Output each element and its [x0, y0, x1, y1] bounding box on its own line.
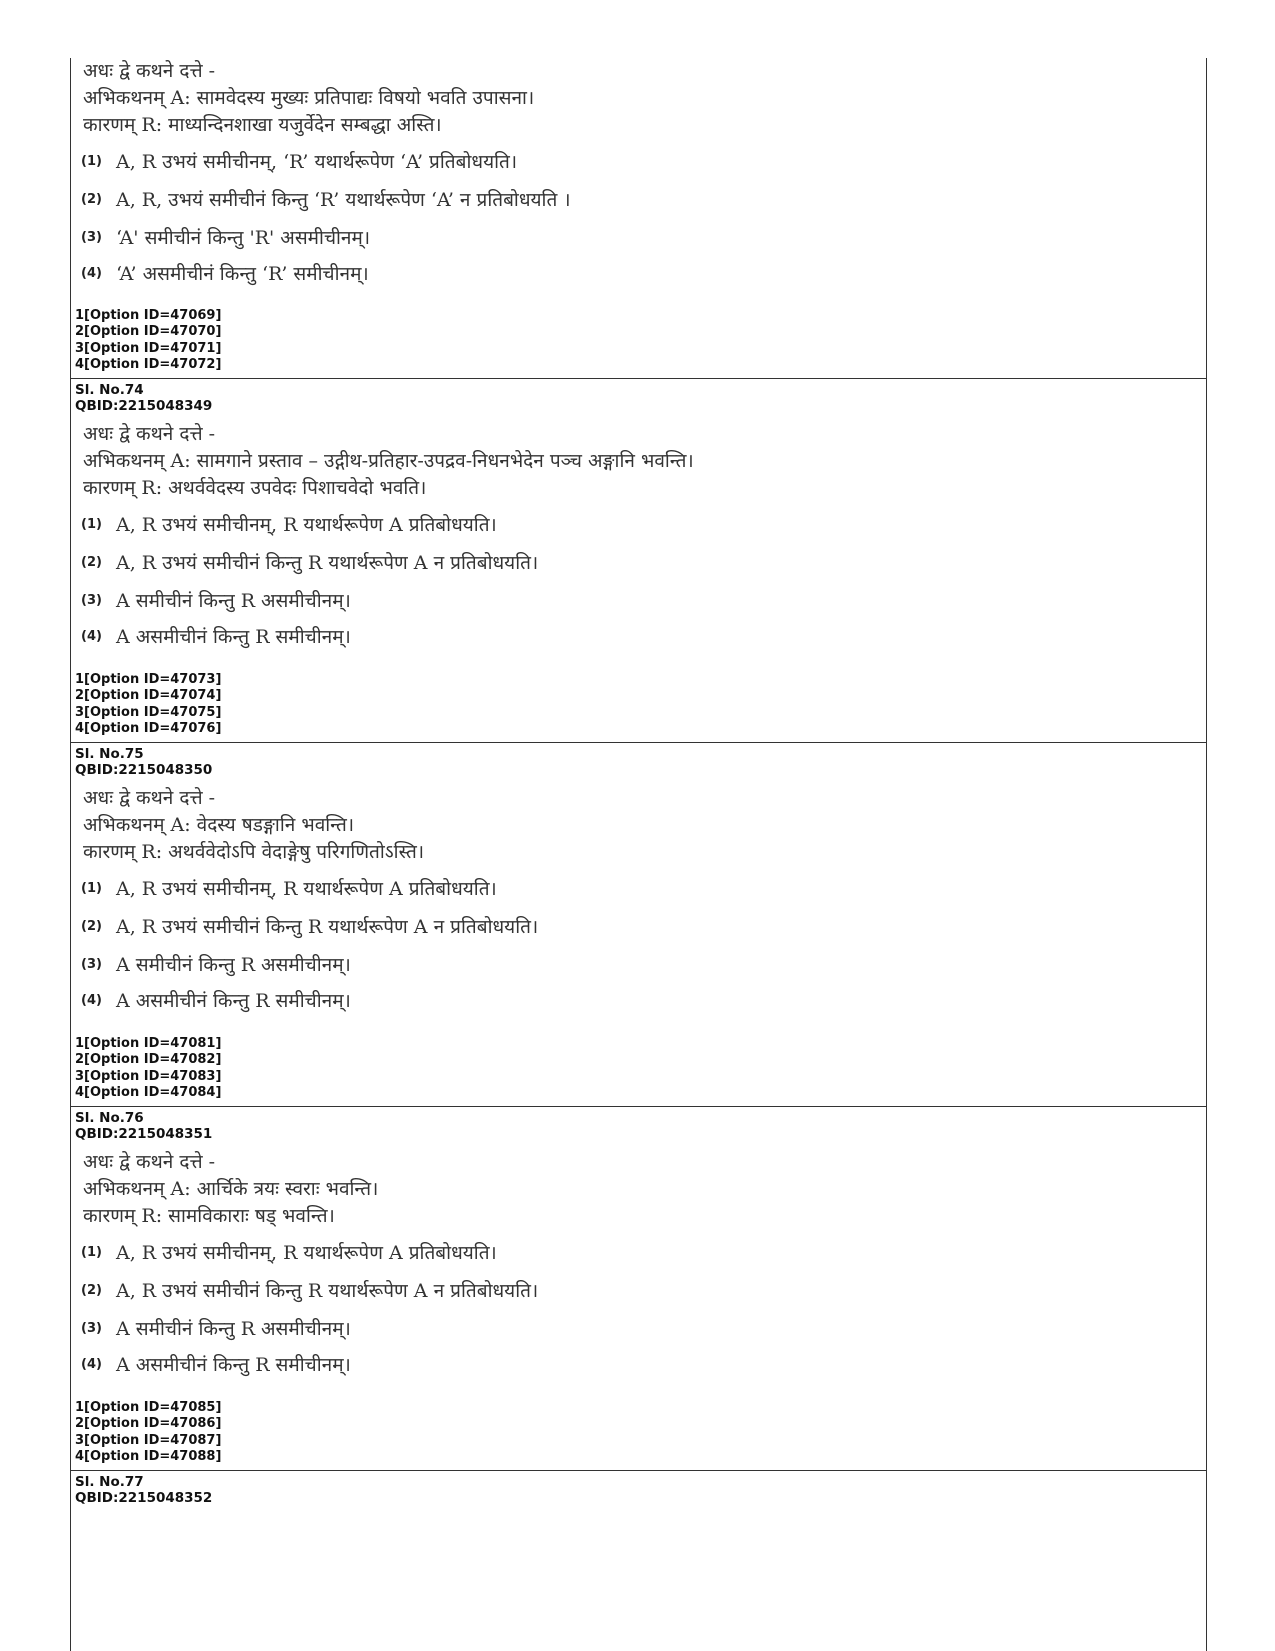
option-3: [81, 951, 351, 977]
option-id: 4[Option ID=47072]: [75, 356, 222, 372]
option-number: (1): [81, 516, 102, 532]
option-text: A, R उभयं समीचीनं किन्तु R यथार्थरूपेण A न प्रतिबोधयति।: [116, 1280, 539, 1302]
option-2: [81, 186, 571, 212]
option-4: [81, 623, 351, 649]
qbid: QBID:2215048352: [75, 1490, 213, 1507]
option-id: 2[Option ID=47070]: [75, 324, 222, 340]
option-text: ‘A’ असमीचीनं किन्तु ‘R’ समीचीनम्।: [116, 263, 369, 285]
qbid: QBID:2215048350: [75, 762, 213, 779]
option-id: 3[Option ID=47075]: [75, 704, 222, 720]
option-text: A समीचीनं किन्तु R असमीचीनम्।: [116, 954, 351, 976]
option-text: A समीचीनं किन्तु R असमीचीनम्।: [116, 1318, 351, 1340]
option-number: (3): [81, 1320, 102, 1336]
serial-number: Sl. No.77: [75, 1474, 144, 1490]
option-id: 1[Option ID=47085]: [75, 1400, 222, 1415]
option-text: A असमीचीनं किन्तु R समीचीनम्।: [116, 626, 351, 648]
option-4: [81, 987, 351, 1013]
question-intro: अधः द्वे कथने दत्ते -: [83, 60, 216, 82]
option-number: (2): [81, 191, 102, 207]
option-4: [81, 1351, 351, 1377]
option-4: [81, 260, 369, 286]
reason-statement: कारणम् R: सामविकाराः षड् भवन्ति।: [83, 1205, 335, 1227]
option-number: (4): [81, 265, 102, 281]
option-number: (4): [81, 628, 102, 644]
question-meta: [75, 746, 212, 779]
option-text: A समीचीनं किन्तु R असमीचीनम्।: [116, 590, 351, 612]
option-1: [81, 148, 517, 174]
option-text: A, R उभयं समीचीनम्, R यथार्थरूपेण A प्रतिबोधयति।: [116, 878, 497, 900]
question-paper-frame: [70, 58, 1207, 1651]
question-divider: [71, 742, 1206, 743]
option-id: 4[Option ID=47088]: [75, 1448, 222, 1464]
option-text: A असमीचीनं किन्तु R समीचीनम्।: [116, 990, 351, 1012]
question-meta: [75, 382, 212, 415]
option-text: A, R उभयं समीचीनम्, R यथार्थरूपेण A प्रतिबोधयति।: [116, 1242, 497, 1264]
option-id-list: [75, 1400, 221, 1465]
option-id: 4[Option ID=47084]: [75, 1084, 222, 1100]
option-id: 2[Option ID=47074]: [75, 688, 222, 704]
option-2: [81, 913, 538, 939]
option-1: [81, 1239, 497, 1265]
option-number: (3): [81, 592, 102, 608]
option-text: A, R उभयं समीचीनं किन्तु R यथार्थरूपेण A न प्रतिबोधयति।: [116, 916, 539, 938]
question-meta: [75, 1110, 212, 1143]
option-id: 2[Option ID=47082]: [75, 1052, 222, 1068]
option-text: A, R उभयं समीचीनम्, ‘R’ यथार्थरूपेण ‘A’ प्रतिबोधयति।: [116, 151, 518, 173]
option-number: (1): [81, 1244, 102, 1260]
serial-number: Sl. No.75: [75, 746, 144, 762]
option-3: [81, 587, 351, 613]
option-text: A, R उभयं समीचीनं किन्तु R यथार्थरूपेण A न प्रतिबोधयति।: [116, 552, 539, 574]
option-text: ‘A' समीचीनं किन्तु 'R' असमीचीनम्।: [116, 227, 371, 249]
option-number: (3): [81, 229, 102, 245]
option-3: [81, 1315, 351, 1341]
qbid: QBID:2215048351: [75, 1126, 213, 1143]
option-id: 3[Option ID=47087]: [75, 1432, 222, 1448]
serial-number: Sl. No.74: [75, 382, 144, 398]
option-id: 3[Option ID=47071]: [75, 340, 222, 356]
question-intro: अधः द्वे कथने दत्ते -: [83, 423, 216, 445]
option-id-list: [75, 672, 221, 737]
option-id-list: [75, 1036, 221, 1101]
option-number: (2): [81, 1282, 102, 1298]
option-text: A, R, उभयं समीचीनं किन्तु ‘R’ यथार्थरूपेण ‘A’ न प्रतिबोधयति ।: [116, 189, 571, 211]
option-id: 1[Option ID=47069]: [75, 308, 222, 323]
option-number: (4): [81, 1356, 102, 1372]
assertion-statement: अभिकथनम् A: आर्चिके त्रयः स्वराः भवन्ति।: [83, 1178, 379, 1200]
option-text: A असमीचीनं किन्तु R समीचीनम्।: [116, 1354, 351, 1376]
serial-number: Sl. No.76: [75, 1110, 144, 1126]
option-id: 1[Option ID=47073]: [75, 672, 222, 687]
question-meta: [75, 1474, 212, 1507]
option-id-list: [75, 308, 221, 373]
option-number: (3): [81, 956, 102, 972]
question-divider: [71, 378, 1206, 379]
option-id: 2[Option ID=47086]: [75, 1416, 222, 1432]
option-number: (1): [81, 153, 102, 169]
question-intro: अधः द्वे कथने दत्ते -: [83, 1151, 216, 1173]
question-divider: [71, 1470, 1206, 1471]
option-number: (4): [81, 992, 102, 1008]
question-divider: [71, 1106, 1206, 1107]
option-id: 1[Option ID=47081]: [75, 1036, 222, 1051]
question-intro: अधः द्वे कथने दत्ते -: [83, 787, 216, 809]
reason-statement: कारणम् R: अथर्ववेदोऽपि वेदाङ्गेषु परिगणितोऽस्ति।: [83, 841, 425, 863]
assertion-statement: अभिकथनम् A: सामवेदस्य मुख्यः प्रतिपाद्यः विषयो भवति उपासना।: [83, 87, 535, 109]
assertion-statement: अभिकथनम् A: सामगाने प्रस्ताव – उद्गीथ-प्रतिहार-उपद्रव-निधनभेदेन पञ्च अङ्गानि भवन्ति।: [83, 450, 694, 472]
option-number: (1): [81, 880, 102, 896]
option-text: A, R उभयं समीचीनम्, R यथार्थरूपेण A प्रतिबोधयति।: [116, 514, 497, 536]
reason-statement: कारणम् R: माध्यन्दिनशाखा यजुर्वेदेन सम्बद्धा अस्ति।: [83, 114, 442, 136]
qbid: QBID:2215048349: [75, 398, 213, 415]
option-id: 3[Option ID=47083]: [75, 1068, 222, 1084]
reason-statement: कारणम् R: अथर्ववेदस्य उपवेदः पिशाचवेदो भवति।: [83, 477, 427, 499]
assertion-statement: अभिकथनम् A: वेदस्य षडङ्गानि भवन्ति।: [83, 814, 355, 836]
option-1: [81, 875, 497, 901]
option-2: [81, 549, 538, 575]
option-3: [81, 224, 370, 250]
option-2: [81, 1277, 538, 1303]
option-number: (2): [81, 918, 102, 934]
option-1: [81, 511, 497, 537]
option-number: (2): [81, 554, 102, 570]
option-id: 4[Option ID=47076]: [75, 720, 222, 736]
